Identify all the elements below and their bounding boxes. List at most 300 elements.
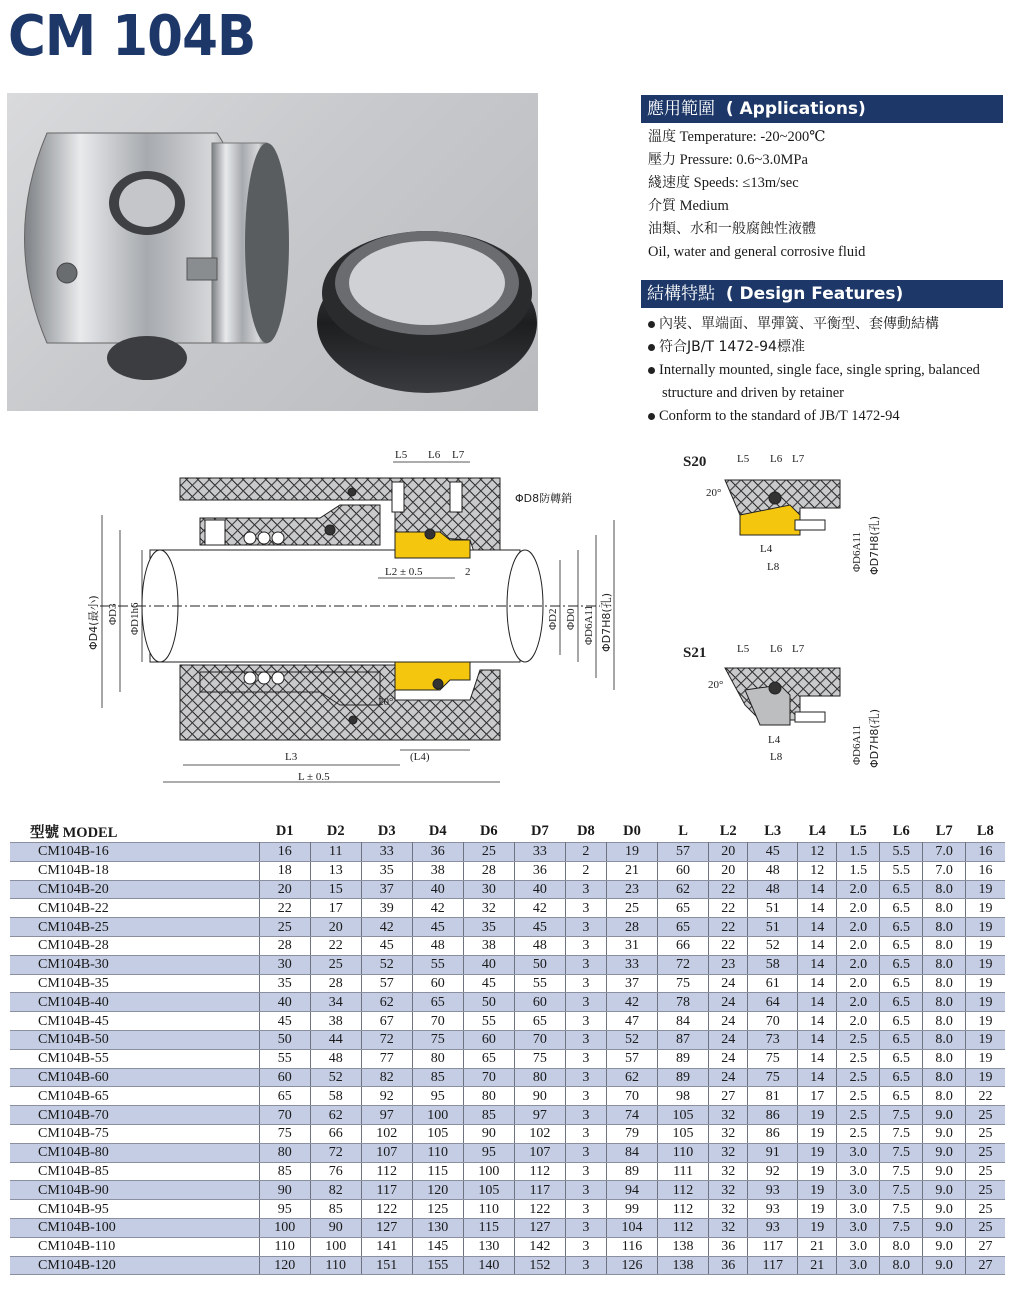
value-cell: 110 (463, 1200, 514, 1219)
value-cell: 32 (709, 1218, 748, 1237)
value-cell: 3 (565, 1087, 606, 1106)
value-cell: 22 (259, 899, 310, 918)
value-cell: 6.5 (880, 974, 923, 993)
value-cell: 28 (463, 861, 514, 880)
value-cell: 6.5 (880, 1012, 923, 1031)
value-cell: 116 (607, 1237, 658, 1256)
value-cell: 22 (966, 1087, 1005, 1106)
model-cell: CM104B-80 (10, 1143, 259, 1162)
model-cell: CM104B-28 (10, 936, 259, 955)
value-cell: 8.0 (923, 899, 966, 918)
value-cell: 60 (658, 861, 709, 880)
value-cell: 31 (607, 936, 658, 955)
value-cell: 51 (748, 918, 798, 937)
value-cell: 75 (259, 1124, 310, 1143)
spec-label: 壓力 (648, 152, 676, 168)
value-cell: 45 (412, 918, 463, 937)
value-cell: 45 (748, 843, 798, 862)
value-cell: 2.0 (837, 993, 880, 1012)
value-cell: 58 (748, 955, 798, 974)
label-s20-l5: L5 (737, 453, 750, 465)
model-cell: CM104B-110 (10, 1237, 259, 1256)
value-cell: 127 (514, 1218, 565, 1237)
value-cell: 55 (514, 974, 565, 993)
value-cell: 78 (658, 993, 709, 1012)
value-cell: 95 (259, 1200, 310, 1219)
value-cell: 23 (709, 955, 748, 974)
table-row (10, 918, 1005, 937)
value-cell: 22 (709, 899, 748, 918)
value-cell: 112 (658, 1200, 709, 1219)
feature-text: Internally mounted, single face, single spring, balanced (659, 362, 980, 378)
model-cell: CM104B-100 (10, 1218, 259, 1237)
value-cell: 6.5 (880, 1087, 923, 1106)
label-s21-l7: L7 (792, 643, 805, 655)
value-cell: 80 (412, 1049, 463, 1068)
bullet-icon (648, 413, 655, 420)
label-s20-d6: ΦD6A11 (851, 531, 863, 572)
feature-continuation: structure and driven by retainer (662, 385, 844, 401)
value-cell: 3.0 (837, 1162, 880, 1181)
value-cell: 57 (607, 1049, 658, 1068)
feature-text: Conform to the standard of JB/T 1472-94 (659, 408, 900, 424)
value-cell: 14 (798, 1030, 837, 1049)
column-header: 型號 MODEL (30, 824, 118, 841)
value-cell: 7.5 (880, 1143, 923, 1162)
value-cell: 27 (966, 1237, 1005, 1256)
column-header: L5 (849, 822, 867, 839)
spec-medium-en (648, 241, 865, 264)
value-cell: 80 (463, 1087, 514, 1106)
value-cell: 60 (412, 974, 463, 993)
value-cell: 19 (966, 955, 1005, 974)
value-cell: 92 (361, 1087, 412, 1106)
value-cell: 32 (463, 899, 514, 918)
value-cell: 14 (798, 1068, 837, 1087)
value-cell: 42 (607, 993, 658, 1012)
value-cell: 24 (709, 1012, 748, 1031)
design-list (648, 313, 1018, 428)
value-cell: 67 (361, 1012, 412, 1031)
value-cell: 6.5 (880, 899, 923, 918)
value-cell: 36 (709, 1256, 748, 1275)
value-cell: 40 (412, 880, 463, 899)
product-photo (7, 93, 538, 411)
value-cell: 9.0 (923, 1237, 966, 1256)
table-row (10, 1181, 1005, 1200)
value-cell: 2 (565, 843, 606, 862)
label-s20-angle: 20° (706, 487, 722, 499)
value-cell: 84 (607, 1143, 658, 1162)
spec-label: 溫度 (648, 129, 676, 145)
value-cell: 90 (514, 1087, 565, 1106)
value-cell: 8.0 (923, 1087, 966, 1106)
value-cell: 7.5 (880, 1218, 923, 1237)
label-s20: S20 (683, 454, 707, 470)
value-cell: 52 (361, 955, 412, 974)
value-cell: 70 (748, 1012, 798, 1031)
value-cell: 75 (412, 1030, 463, 1049)
value-cell: 19 (966, 936, 1005, 955)
label-s21-d7: ΦD7H8(孔) (868, 709, 881, 768)
value-cell: 111 (658, 1162, 709, 1181)
value-cell: 90 (463, 1124, 514, 1143)
value-cell: 19 (798, 1143, 837, 1162)
value-cell: 90 (259, 1181, 310, 1200)
value-cell: 2.5 (837, 1087, 880, 1106)
value-cell: 2.0 (837, 1012, 880, 1031)
value-cell: 112 (658, 1181, 709, 1200)
value-cell: 19 (798, 1106, 837, 1125)
design-heading-cn: 結構特點 (647, 284, 715, 304)
feature-text: 內裝、單端面、單彈簧、平衡型、套傳動結構 (659, 316, 939, 332)
value-cell: 2.5 (837, 1124, 880, 1143)
value-cell: 25 (607, 899, 658, 918)
value-cell: 86 (748, 1106, 798, 1125)
value-cell: 100 (412, 1106, 463, 1125)
value-cell: 52 (748, 936, 798, 955)
technical-drawing (0, 440, 1024, 810)
value-cell: 85 (310, 1200, 361, 1219)
label-l2: L2 ± 0.5 (385, 566, 423, 578)
value-cell: 6.5 (880, 955, 923, 974)
label-two: 2 (465, 566, 471, 578)
value-cell: 50 (514, 955, 565, 974)
column-header: L4 (808, 822, 826, 839)
value-cell: 19 (966, 1012, 1005, 1031)
label-l3: L3 (285, 751, 298, 763)
value-cell: 3 (565, 1162, 606, 1181)
value-cell: 84 (658, 1012, 709, 1031)
label-s21-l4: L4 (768, 734, 781, 746)
value-cell: 27 (966, 1256, 1005, 1275)
model-cell: CM104B-70 (10, 1106, 259, 1125)
value-cell: 93 (748, 1181, 798, 1200)
value-cell: 97 (514, 1106, 565, 1125)
value-cell: 9.0 (923, 1256, 966, 1275)
value-cell: 38 (463, 936, 514, 955)
value-cell: 120 (259, 1256, 310, 1275)
table-row (10, 1162, 1005, 1181)
value-cell: 2.0 (837, 974, 880, 993)
table-row (10, 1200, 1005, 1219)
value-cell: 2 (565, 861, 606, 880)
value-cell: 1.5 (837, 861, 880, 880)
design-heading-en: ( Design Features) (725, 284, 904, 304)
value-cell: 92 (748, 1162, 798, 1181)
value-cell: 15 (310, 880, 361, 899)
value-cell: 142 (514, 1237, 565, 1256)
value-cell: 72 (658, 955, 709, 974)
value-cell: 70 (463, 1068, 514, 1087)
value-cell: 155 (412, 1256, 463, 1275)
column-header: D4 (428, 822, 447, 839)
applications-heading-cn: 應用範圍 (647, 99, 715, 119)
label-s21-d6: ΦD6A11 (851, 724, 863, 765)
label-pin: ΦD8防轉銷 (515, 492, 573, 505)
value-cell: 112 (361, 1162, 412, 1181)
value-cell: 30 (259, 955, 310, 974)
value-cell: 105 (658, 1106, 709, 1125)
value-cell: 55 (412, 955, 463, 974)
value-cell: 66 (658, 936, 709, 955)
value-cell: 7.5 (880, 1181, 923, 1200)
value-cell: 8.0 (923, 918, 966, 937)
value-cell: 130 (463, 1237, 514, 1256)
value-cell: 89 (658, 1068, 709, 1087)
value-cell: 60 (514, 993, 565, 1012)
value-cell: 7.5 (880, 1124, 923, 1143)
value-cell: 62 (361, 993, 412, 1012)
column-header: D6 (479, 822, 498, 839)
value-cell: 22 (310, 936, 361, 955)
table-row (10, 974, 1005, 993)
label-l4p: (L4) (410, 751, 430, 763)
value-cell: 3 (565, 899, 606, 918)
value-cell: 51 (748, 899, 798, 918)
value-cell: 60 (259, 1068, 310, 1087)
value-cell: 33 (514, 843, 565, 862)
value-cell: 44 (310, 1030, 361, 1049)
value-cell: 19 (798, 1181, 837, 1200)
value-cell: 126 (607, 1256, 658, 1275)
value-cell: 120 (412, 1181, 463, 1200)
value-cell: 24 (709, 1049, 748, 1068)
value-cell: 20 (310, 918, 361, 937)
value-cell: 19 (966, 1030, 1005, 1049)
value-cell: 17 (798, 1087, 837, 1106)
value-cell: 3.0 (837, 1256, 880, 1275)
value-cell: 115 (463, 1218, 514, 1237)
value-cell: 86 (748, 1124, 798, 1143)
value-cell: 9.0 (923, 1200, 966, 1219)
value-cell: 94 (607, 1181, 658, 1200)
value-cell: 100 (463, 1162, 514, 1181)
model-cell: CM104B-45 (10, 1012, 259, 1031)
label-s20-l4: L4 (760, 543, 773, 555)
value-cell: 50 (463, 993, 514, 1012)
label-s21-angle: 20° (708, 679, 724, 691)
value-cell: 75 (748, 1049, 798, 1068)
value-cell: 70 (607, 1087, 658, 1106)
value-cell: 19 (798, 1162, 837, 1181)
value-cell: 48 (514, 936, 565, 955)
column-header: D8 (577, 822, 595, 839)
applications-list (648, 126, 865, 264)
value-cell: 107 (514, 1143, 565, 1162)
value-cell: 27 (709, 1087, 748, 1106)
value-cell: 34 (310, 993, 361, 1012)
value-cell: 45 (514, 918, 565, 937)
value-cell: 19 (798, 1124, 837, 1143)
value-cell: 19 (966, 899, 1005, 918)
value-cell: 3 (565, 974, 606, 993)
value-cell: 35 (361, 861, 412, 880)
value-cell: 12 (798, 843, 837, 862)
value-cell: 107 (361, 1143, 412, 1162)
value-cell: 112 (658, 1218, 709, 1237)
value-cell: 9.0 (923, 1143, 966, 1162)
value-cell: 6.5 (880, 918, 923, 937)
value-cell: 90 (310, 1218, 361, 1237)
value-cell: 65 (463, 1049, 514, 1068)
model-cell: CM104B-22 (10, 899, 259, 918)
spec-value: Medium (676, 198, 729, 214)
value-cell: 151 (361, 1256, 412, 1275)
label-s21: S21 (683, 645, 707, 661)
value-cell: 25 (966, 1106, 1005, 1125)
feature-item (648, 313, 1018, 336)
table-row (10, 1256, 1005, 1275)
value-cell: 74 (607, 1106, 658, 1125)
value-cell: 21 (798, 1237, 837, 1256)
value-cell: 89 (607, 1162, 658, 1181)
spec-label: 綫速度 (648, 175, 690, 191)
table-row (10, 1106, 1005, 1125)
value-cell: 8.0 (880, 1256, 923, 1275)
label-l5: L5 (395, 449, 408, 461)
column-header: L7 (935, 822, 953, 839)
model-cell: CM104B-55 (10, 1049, 259, 1068)
column-header: L (678, 822, 688, 839)
value-cell: 70 (514, 1030, 565, 1049)
value-cell: 1.5 (837, 843, 880, 862)
value-cell: 85 (412, 1068, 463, 1087)
value-cell: 70 (412, 1012, 463, 1031)
value-cell: 2.0 (837, 918, 880, 937)
model-cell: CM104B-95 (10, 1200, 259, 1219)
column-header: D1 (275, 822, 294, 839)
model-cell: CM104B-120 (10, 1256, 259, 1275)
spec-value: Temperature: -20~200℃ (676, 129, 826, 145)
label-d3: ΦD3 (107, 603, 119, 625)
value-cell: 21 (607, 861, 658, 880)
value-cell: 8.0 (923, 1012, 966, 1031)
value-cell: 80 (514, 1068, 565, 1087)
value-cell: 125 (412, 1200, 463, 1219)
value-cell: 12 (798, 861, 837, 880)
value-cell: 8.0 (923, 936, 966, 955)
spec-temperature (648, 126, 865, 149)
value-cell: 48 (748, 880, 798, 899)
value-cell: 112 (514, 1162, 565, 1181)
value-cell: 110 (259, 1237, 310, 1256)
value-cell: 75 (658, 974, 709, 993)
table-row (10, 899, 1005, 918)
spec-value: Oil, water and general corrosive fluid (648, 244, 866, 260)
table-row (10, 1049, 1005, 1068)
model-cell: CM104B-25 (10, 918, 259, 937)
value-cell: 141 (361, 1237, 412, 1256)
value-cell: 40 (463, 955, 514, 974)
value-cell: 32 (709, 1106, 748, 1125)
value-cell: 3 (565, 1030, 606, 1049)
value-cell: 3.0 (837, 1200, 880, 1219)
value-cell: 100 (259, 1218, 310, 1237)
column-header: L2 (719, 822, 737, 839)
table-row (10, 861, 1005, 880)
value-cell: 9.0 (923, 1106, 966, 1125)
value-cell: 40 (259, 993, 310, 1012)
value-cell: 20 (709, 861, 748, 880)
value-cell: 6.5 (880, 1068, 923, 1087)
value-cell: 36 (514, 861, 565, 880)
value-cell: 14 (798, 918, 837, 937)
value-cell: 2.5 (837, 1030, 880, 1049)
value-cell: 6.5 (880, 993, 923, 1012)
value-cell: 82 (361, 1068, 412, 1087)
label-d6: ΦD6A11 (583, 604, 595, 645)
value-cell: 85 (463, 1106, 514, 1125)
value-cell: 23 (607, 880, 658, 899)
value-cell: 30 (463, 880, 514, 899)
label-d7: ΦD7H8(孔) (600, 593, 613, 652)
value-cell: 93 (748, 1218, 798, 1237)
value-cell: 127 (361, 1218, 412, 1237)
value-cell: 95 (412, 1087, 463, 1106)
value-cell: 75 (514, 1049, 565, 1068)
value-cell: 25 (966, 1218, 1005, 1237)
applications-header (641, 95, 1003, 123)
value-cell: 57 (658, 843, 709, 862)
value-cell: 85 (259, 1162, 310, 1181)
value-cell: 24 (709, 1068, 748, 1087)
value-cell: 3.0 (837, 1218, 880, 1237)
value-cell: 98 (658, 1087, 709, 1106)
table-row (10, 1237, 1005, 1256)
value-cell: 3 (565, 1218, 606, 1237)
table-row (10, 1030, 1005, 1049)
value-cell: 14 (798, 993, 837, 1012)
column-header: L3 (764, 822, 782, 839)
model-cell: CM104B-50 (10, 1030, 259, 1049)
value-cell: 55 (259, 1049, 310, 1068)
value-cell: 87 (658, 1030, 709, 1049)
label-s20-l8: L8 (767, 561, 780, 573)
value-cell: 3 (565, 918, 606, 937)
value-cell: 48 (412, 936, 463, 955)
value-cell: 11 (310, 843, 361, 862)
label-d1: ΦD1h6 (129, 602, 141, 635)
value-cell: 138 (658, 1237, 709, 1256)
bullet-icon (648, 321, 655, 328)
model-cell: CM104B-18 (10, 861, 259, 880)
value-cell: 25 (966, 1181, 1005, 1200)
value-cell: 14 (798, 955, 837, 974)
value-cell: 122 (361, 1200, 412, 1219)
value-cell: 19 (966, 918, 1005, 937)
value-cell: 3 (565, 1200, 606, 1219)
value-cell: 65 (514, 1012, 565, 1031)
value-cell: 81 (748, 1087, 798, 1106)
value-cell: 89 (658, 1049, 709, 1068)
value-cell: 2.5 (837, 1106, 880, 1125)
value-cell: 42 (361, 918, 412, 937)
value-cell: 9.0 (923, 1218, 966, 1237)
value-cell: 14 (798, 1049, 837, 1068)
value-cell: 9.0 (923, 1181, 966, 1200)
value-cell: 14 (798, 899, 837, 918)
value-cell: 45 (361, 936, 412, 955)
value-cell: 16 (966, 861, 1005, 880)
value-cell: 25 (966, 1124, 1005, 1143)
value-cell: 36 (709, 1237, 748, 1256)
value-cell: 62 (658, 880, 709, 899)
value-cell: 3.0 (837, 1181, 880, 1200)
value-cell: 3.0 (837, 1143, 880, 1162)
label-l7: L7 (452, 449, 465, 461)
value-cell: 110 (658, 1143, 709, 1162)
